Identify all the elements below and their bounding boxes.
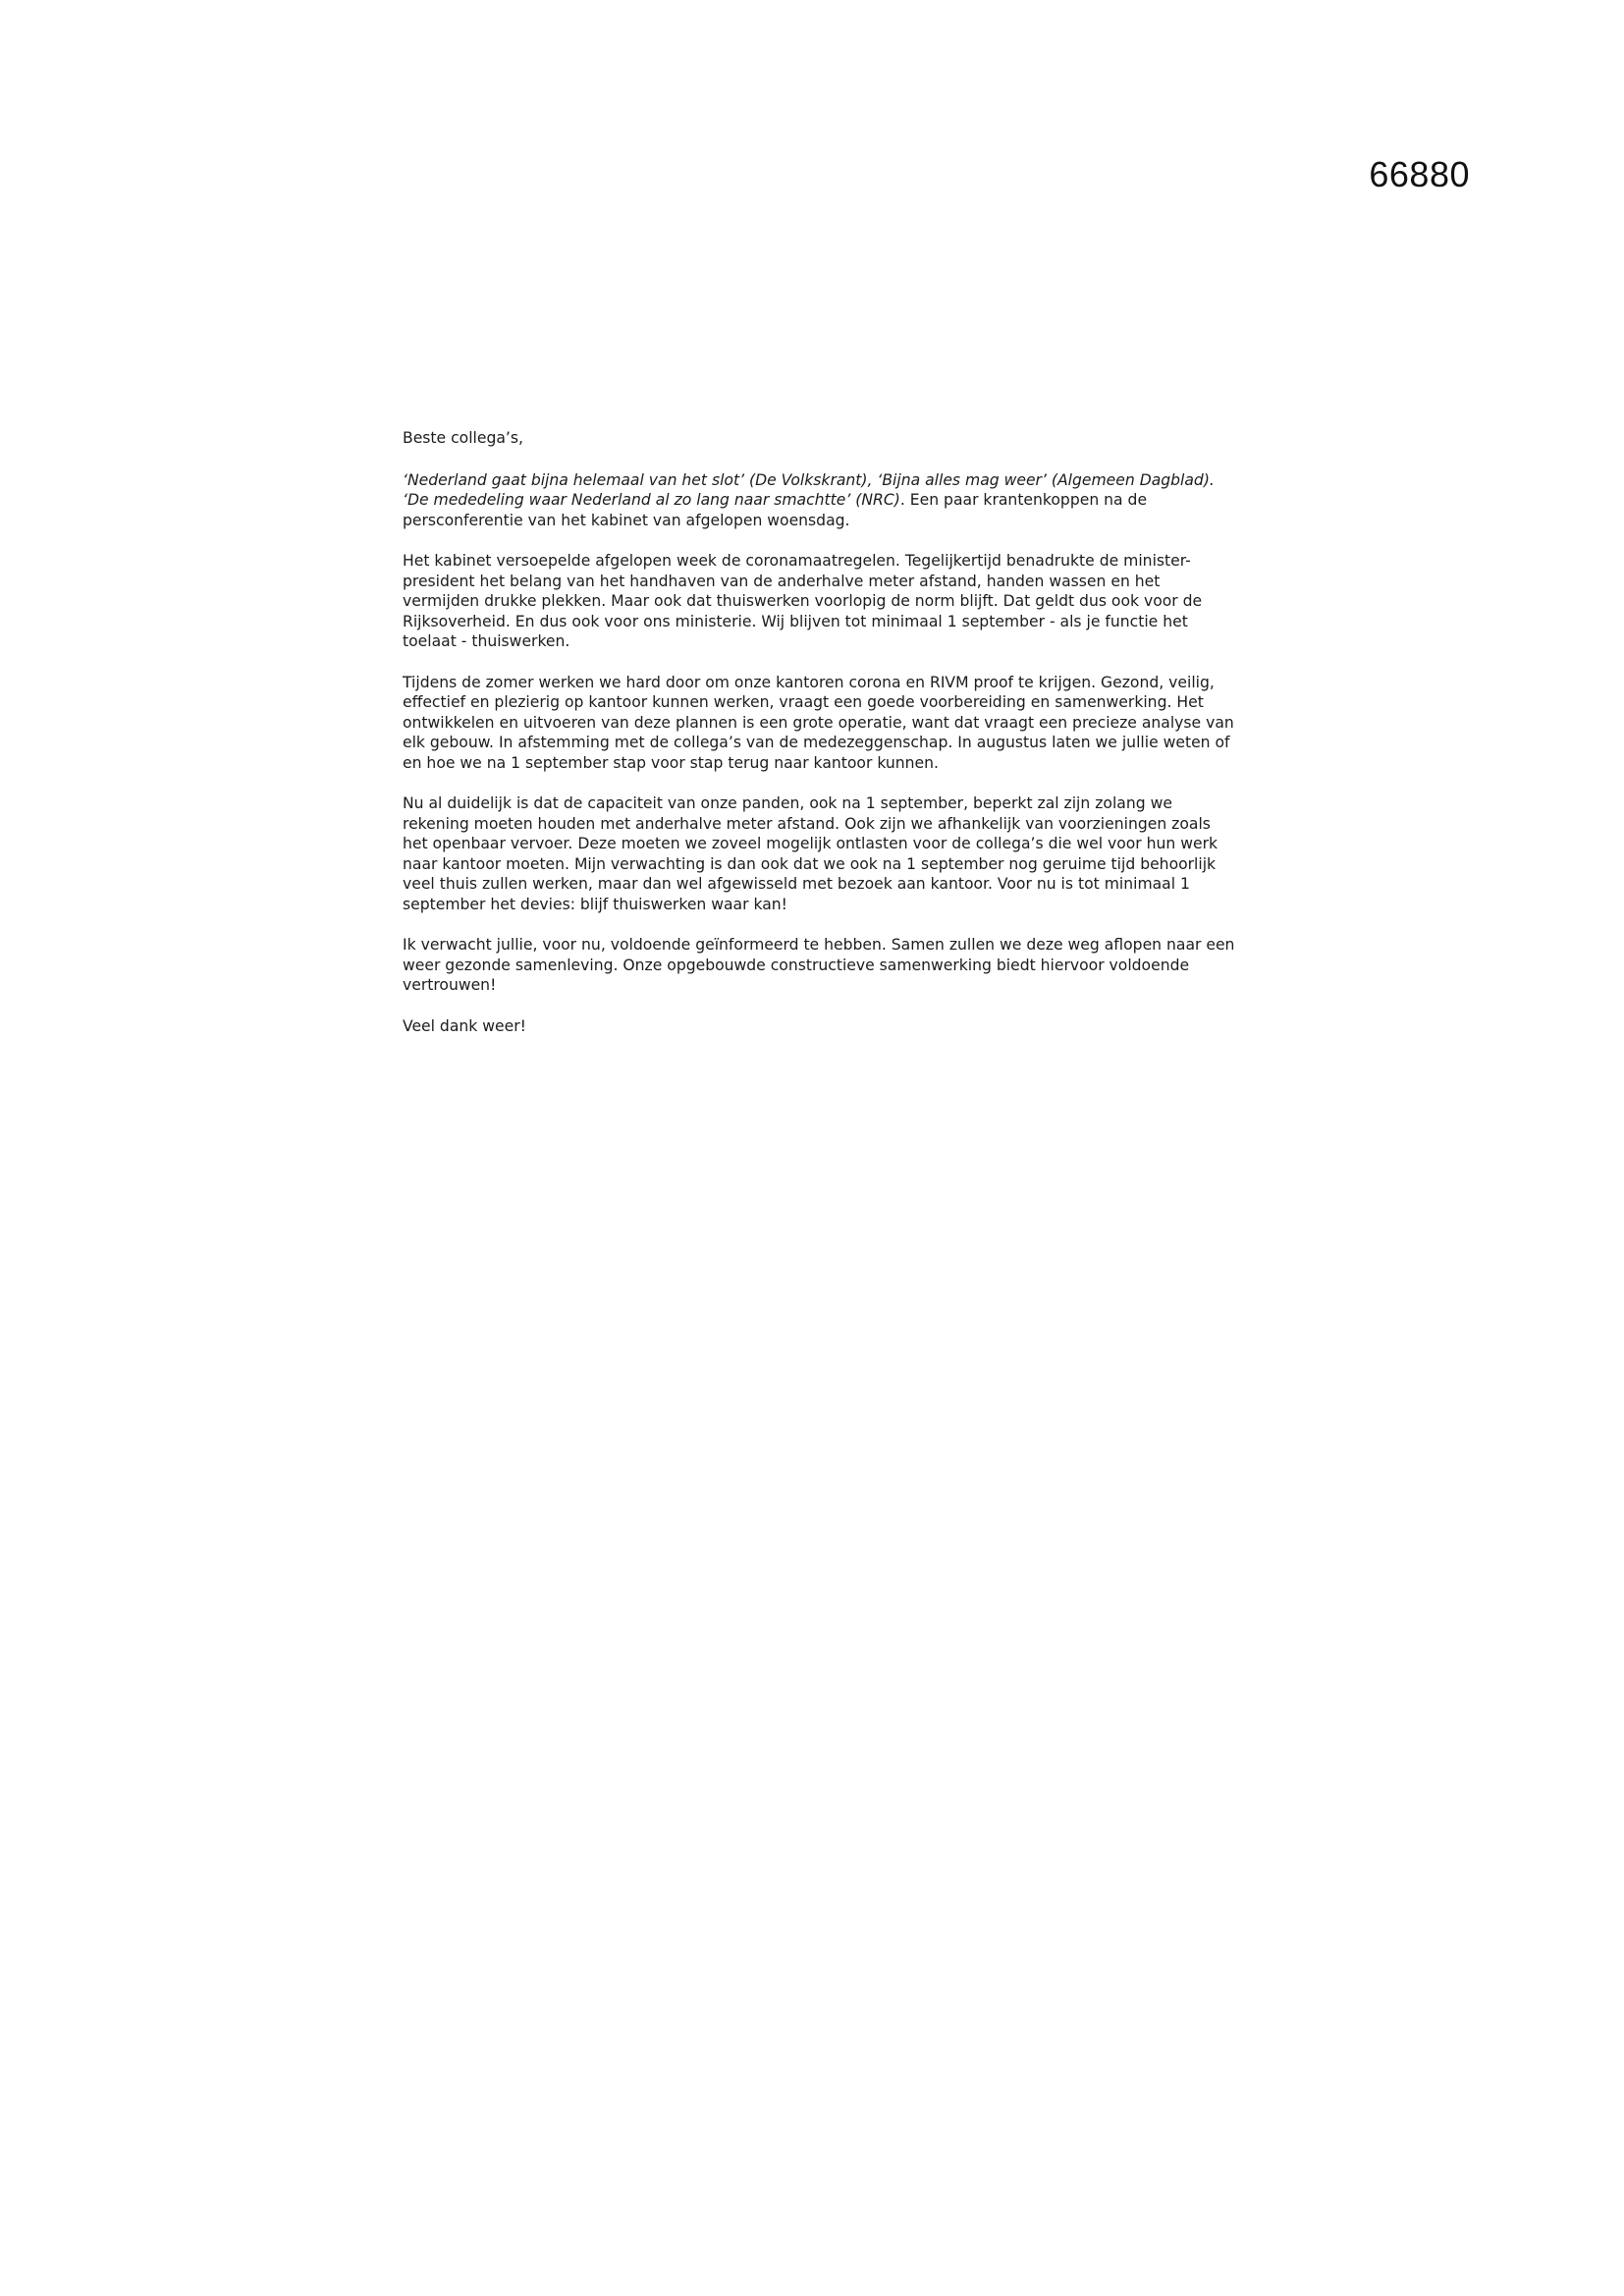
headline-source-ad: (Algemeen Dagblad). [1046, 470, 1215, 489]
salutation: Beste collega’s, [403, 429, 523, 447]
paragraph-measures: Het kabinet versoepelde afgelopen week de coronamaatregelen. Tegelijkertijd benadrukte de minister-president het belang van het handhaven van de anderhalve meter afstand, handen wassen en het vermijden drukke plekken. Maar ook dat thuiswerken voorlopig de norm blijft. Dat geldt dus ook voor de Rijksoverheid. En dus ook voor ons ministerie. Wij blijven tot minimaal 1 september - als je functie het toelaat - thuiswerken. [403, 552, 1203, 650]
headline-source-volkskrant: (De Volkskrant), [744, 470, 878, 489]
intro-paragraph [403, 470, 1237, 531]
letter-body [403, 428, 1237, 1057]
document-number: 66880 [1369, 154, 1470, 194]
closing: Veel dank weer! [403, 1016, 526, 1035]
headline-quote-nrc: ‘De mededeling waar Nederland al zo lang naar smachtte’ [403, 491, 851, 509]
headline-quote-volkskrant: ‘Nederland gaat bijna helemaal van het slot’ [403, 470, 745, 489]
paragraph-capacity: Nu al duidelijk is dat de capaciteit van onze panden, ook na 1 september, beperkt zal zijn zolang we rekening moeten houden met anderhalve meter afstand. Ook zijn we afhankelijk van voorzieningen zoals het openbaar vervoer. Deze moeten we zoveel mogelijk ontlasten voor de collega’s die wel voor hun werk naar kantoor moeten. Mijn verwachting is dan ook dat we ook na 1 september nog geruime tijd behoorlijk veel thuis zullen werken, maar dan wel afgewisseld met bezoek aan kantoor. Voor nu is tot minimaal 1 september het devies: blijf thuiswerken waar kan! [403, 794, 1218, 913]
headline-quote-ad: ‘Bijna alles mag weer’ [877, 470, 1047, 489]
paragraph-conclusion: Ik verwacht jullie, voor nu, voldoende geïnformeerd te hebben. Samen zullen we deze weg aflopen naar een weer gezonde samenleving. Onze opgebouwde constructieve samenwerking biedt hiervoor voldoende vertrouwen! [403, 936, 1235, 994]
headline-source-nrc: (NRC) [850, 491, 900, 509]
paragraph-offices: Tijdens de zomer werken we hard door om onze kantoren corona en RIVM proof te krijgen. Gezond, veilig, effectief en plezierig op kantoor kunnen werken, vraagt een goede voorbereiding en samenwerking. Het ontwikkelen en uitvoeren van deze plannen is een grote operatie, want dat vraagt een precieze analyse van elk gebouw. In afstemming met de collega’s van de medezeggenschap. In augustus laten we jullie weten of en hoe we na 1 september stap voor stap terug naar kantoor kunnen. [403, 673, 1234, 772]
intro-rest: . Een paar krantenkoppen na de persconferentie van het kabinet van afgelopen woensdag. [403, 491, 1148, 529]
